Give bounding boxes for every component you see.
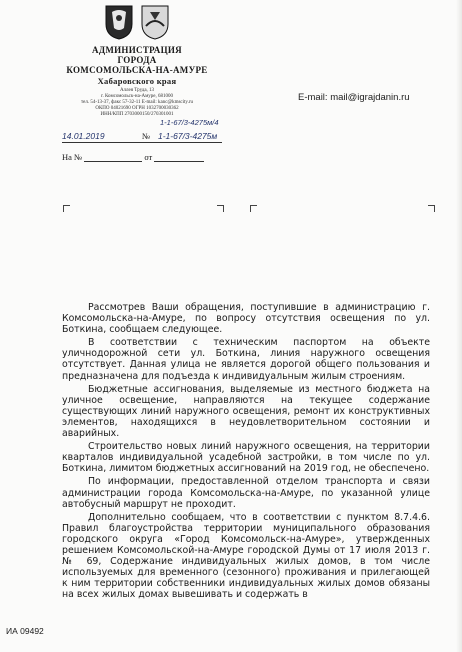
address-line: ИНН/КПП 2703000150/270301001 [100,112,174,117]
handwritten-number-top: 1-1-67/3-4275м/4 [160,118,219,127]
document-id: ИА 09492 [6,626,44,636]
address-line: Аллея Труда, 13 [119,88,155,93]
number-sign: № [142,131,151,141]
body-paragraph: Дополнительно сообщаем, что в соответствии с пунктом 8.7.4.6. Правил благоустройства территории муниципального образования городского округа «Город Комсомольск-на-Амуре», утвержденных решением Комсомольской-на-Амуре городской Думы от 17 июля 2013 г. № 69, Содержание индивидуальных жилых домов, в том числе используемых для временного (сезонного) проживания и прилегающей к ним территории собственники индивидуальных жилых домов обязаны на всех жилых домах вывешивать и содержать в [62,511,430,601]
body-paragraph: По информации, предоставленной отделом транспорта и связи администрации города Комсомольска-на-Амуре, по указанной улице автобусный маршрут не проходит. [62,476,430,510]
address-line: ОКПО 04021690 ОГРН 1032700030362 [95,106,179,111]
reference-date-line [154,161,204,162]
recipient-email: E-mail: mail@igrajdanin.ru [298,92,410,103]
reference-field [62,152,204,162]
address-line: тел. 54-13-37, факс 57-32-11 E-mail: kanc@kmscity.ru [80,100,194,105]
registration-underline [62,142,222,143]
letter-body [62,302,430,602]
corner-mark [63,205,70,212]
body-paragraph: Строительство новых линий наружного освещения, на территории кварталов индивидуальной усадебной застройки, в том числе по ул. Боткина, лимитом бюджетных ассигнований на 2019 год, не обеспечено. [62,441,430,475]
reference-from-label: от [144,152,153,162]
reference-number-line [84,161,142,162]
corner-mark [428,205,435,212]
body-paragraph: В соответствии с техническим паспортом на объекте уличнодорожной сети ул. Боткина, линия наружного освещения отсутствует. Данная улица не является дорогой общего пользования и предназначена для подъезда к индивидуальным жилым строениям. [62,337,430,382]
handwritten-number: 1-1-67/3-4275м [158,131,218,141]
org-region: Хабаровского края [97,76,177,86]
org-name-line3: КОМСОМОЛЬСКА-НА-АМУРЕ [66,65,208,75]
org-name-line1: АДМИНИСТРАЦИЯ [92,45,182,55]
corner-mark [217,205,224,212]
region-coat-of-arms-icon [140,4,170,40]
reference-label: На № [62,152,83,162]
handwritten-date: 14.01.2019 [62,131,105,141]
address-line: г. Комсомольск-на-Амуре, 681000 [100,94,173,99]
city-coat-of-arms-icon [104,4,134,40]
body-paragraph: Бюджетные ассигнования, выделяемые из местного бюджета на уличное освещение, направляются на текущее содержание существующих линий наружного освещения, ремонт их конструктивных элементов, находящихся в неудовлетворительном состоянии и аварийных. [62,383,430,440]
corner-mark [250,205,257,212]
scan-edge [456,0,462,652]
body-paragraph: Рассмотрев Ваши обращения, поступившие в администрацию г. Комсомольска-на-Амуре, по вопросу отсутствия освещения по ул. Боткина, сообщаем следующее. [62,302,430,336]
org-name-line2: ГОРОДА [117,55,157,65]
